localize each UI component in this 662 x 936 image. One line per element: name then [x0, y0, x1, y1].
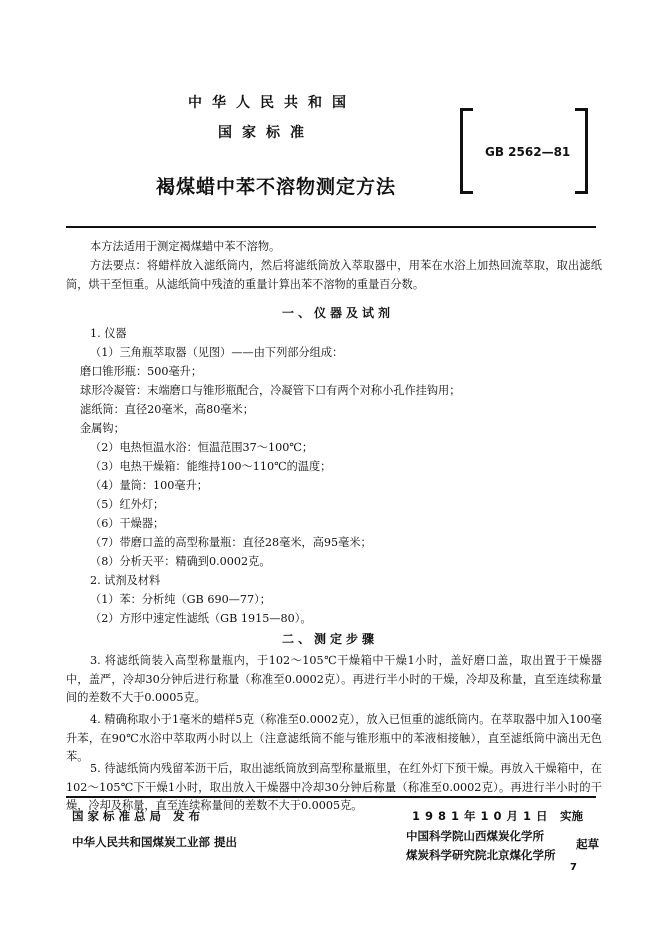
list-item: （3）电热干燥箱：能维持100～110℃的温度； — [90, 460, 332, 473]
intro-paragraph-2: 方法要点：将蜡样放入滤纸筒内，然后将滤纸筒放入萃取器中，用苯在水浴上加热回流萃取，取出滤纸筒，烘干至恒重。从滤纸筒中残渣的重量计算出苯不溶物的重量百分数。 — [66, 259, 602, 291]
list-item: （4）量筒：100毫升； — [90, 479, 208, 492]
list-item: 球形冷凝管：末端磨口与锥形瓶配合，冷凝管下口有两个对称小孔作挂钩用； — [80, 384, 461, 397]
top-rule — [66, 226, 596, 228]
document-title: 褐煤蜡中苯不溶物测定方法 — [156, 176, 397, 198]
intro-paragraph-1: 本方法适用于测定褐煤蜡中苯不溶物。 — [90, 240, 281, 253]
list-item: （2）方形中速定性滤纸（GB 1915—80）。 — [90, 612, 312, 625]
procedure-step-4: 4. 精确称取小于1毫米的蜡样5克（称准至0.0002克），放入已恒重的滤纸筒内。在萃取器中加入100毫升苯，在90℃水浴中萃取两小时以上（注意滤纸筒不能与锥形瓶中的苯液相接触），直至滤纸筒中滴出无色苯。 — [66, 713, 602, 763]
section-heading-apparatus: 一、仪器及试剂 — [282, 306, 395, 320]
proposer: 中华人民共和国煤炭工业部 提出 — [72, 835, 238, 849]
drafter-1: 中国科学院山西煤炭化学所 — [406, 829, 544, 843]
bottom-rule — [66, 796, 596, 798]
standard-label: 国家标准 — [218, 125, 314, 141]
section-heading-procedure: 二、测定步骤 — [282, 632, 379, 646]
issuer: 国家标准总局 发布 — [72, 809, 205, 823]
page-number: 7 — [570, 862, 577, 873]
list-item: 1. 仪器 — [90, 327, 127, 340]
issue-date: 1981年10月1日 — [412, 809, 553, 823]
procedure-step-3: 3. 将滤纸筒装入高型称量瓶内，于102～105℃干燥箱中干燥1小时，盖好磨口盖，取出置于干燥器中，盖严，冷却30分钟后进行称量（称准至0.0002克）。再进行半小时的干燥，冷却及称量，直至连续称量间的差数不大于0.0005克。 — [66, 654, 602, 704]
list-item: 滤纸筒：直径20毫米，高80毫米； — [80, 403, 254, 416]
list-item: （1）苯：分析纯（GB 690—77）； — [90, 593, 271, 606]
list-item: 金属钩； — [80, 422, 125, 435]
draft-label: 起草 — [576, 837, 599, 851]
standard-code: GB 2562—81 — [485, 145, 571, 159]
procedure-step-5: 5. 待滤纸筒内残留苯沥干后，取出滤纸筒放到高型称量瓶里，在红外灯下预干燥。再放入干燥箱中，在102～105℃下干燥1小时，取出放入干燥器中冷却30分钟后称量（称准至0.0002克）。再进行半小时的干燥，冷却及称量，直至连续称量间的差数不大于0.0005克。 — [66, 762, 602, 812]
list-item: （8）分析天平：精确到0.0002克。 — [90, 555, 271, 568]
country-name: 中华人民共和国 — [188, 95, 356, 111]
list-item: （2）电热恒温水浴：恒温范围37～100℃； — [90, 441, 314, 454]
implement-label: 实施 — [560, 809, 583, 823]
list-item: （1）三角瓶萃取器（见图）——由下列部分组成： — [90, 346, 344, 359]
list-item: （7）带磨口盖的高型称量瓶：直径28毫米，高95毫米； — [90, 536, 372, 549]
standard-code-box — [460, 108, 588, 194]
list-item: 磨口锥形瓶：500毫升； — [80, 365, 203, 378]
list-item: （5）红外灯； — [90, 498, 165, 511]
list-item: 2. 试剂及材料 — [90, 574, 161, 587]
list-item: （6）干燥器； — [90, 517, 165, 530]
drafter-2: 煤炭科学研究院北京煤化学所 — [406, 848, 556, 862]
